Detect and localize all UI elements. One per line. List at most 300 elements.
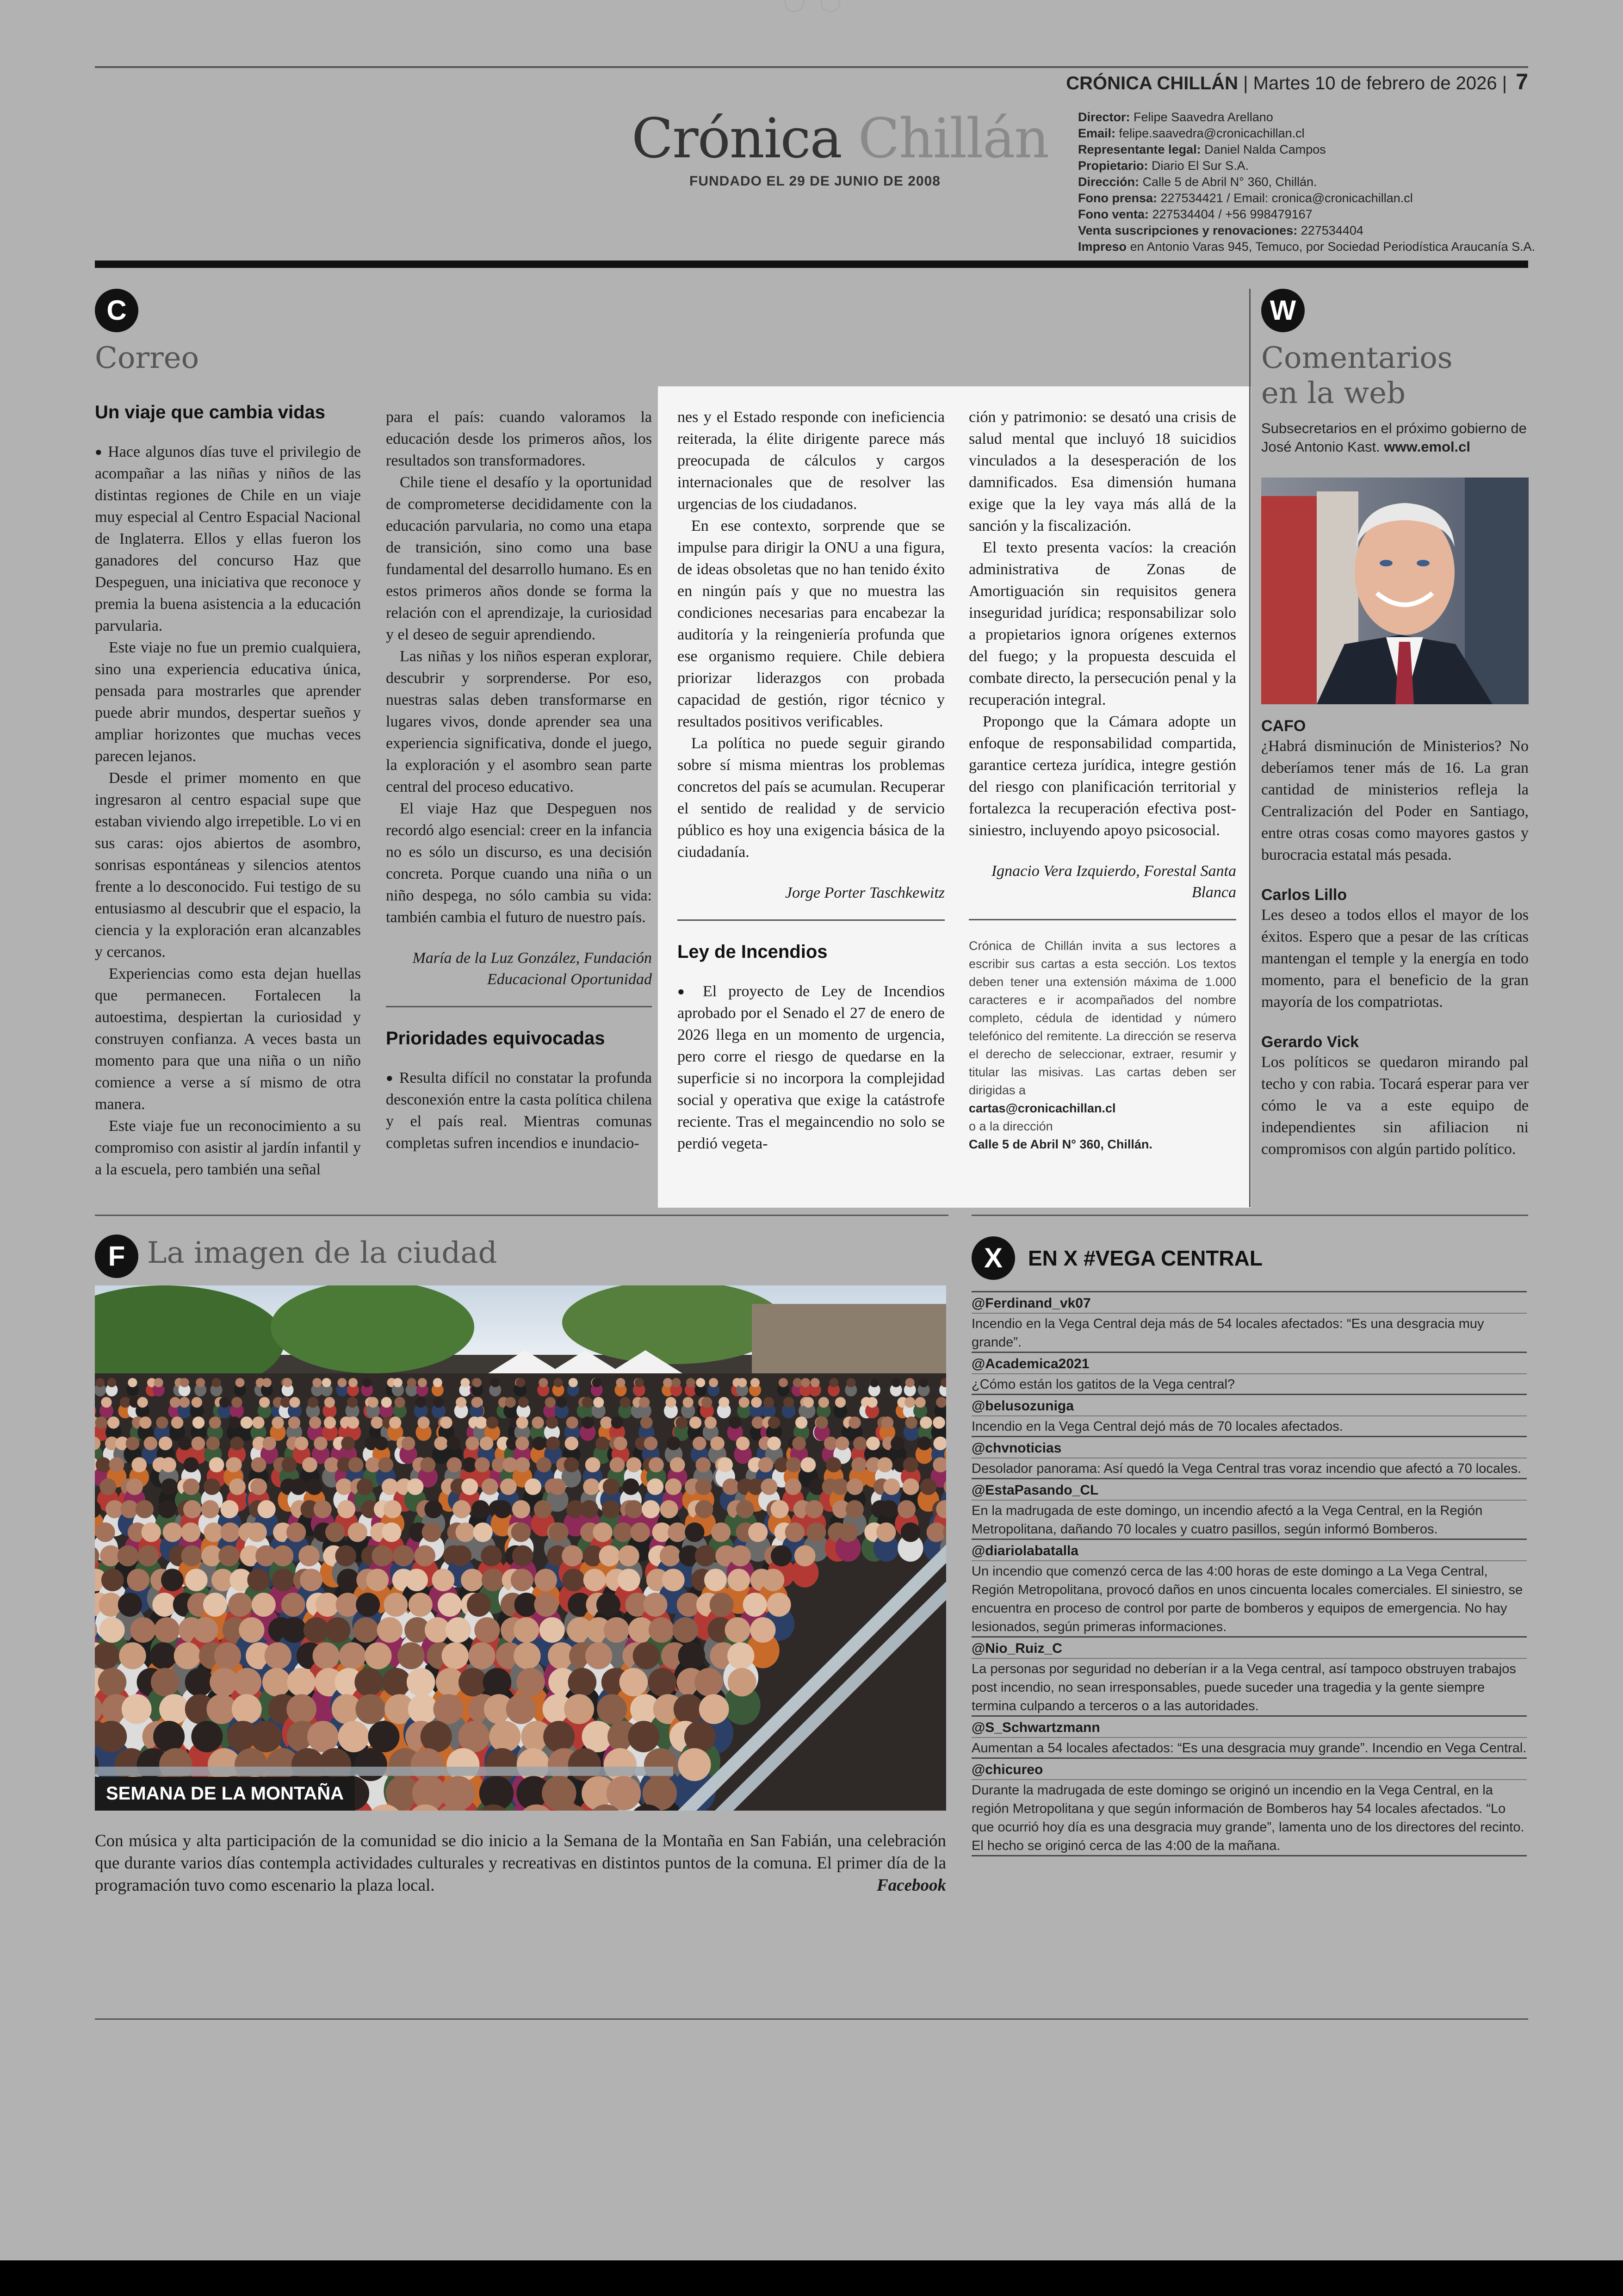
paragraph: El viaje Haz que Despeguen nos recordó algo esencial: creer en la infancia no es sólo un discurso, es una decisión concreta. Porque cuando una niña o un niño despega, no sólo cambia su vida: también cambia el futuro de nuestro país. — [386, 800, 652, 926]
crowd-head — [613, 1437, 627, 1451]
crowd-head — [109, 1457, 124, 1472]
crowd-head — [389, 1416, 401, 1428]
crowd-head — [556, 1397, 567, 1408]
crowd-head — [603, 1478, 619, 1495]
crowd-head — [438, 1593, 462, 1617]
crowd-head — [192, 1617, 218, 1643]
crowd-head — [546, 1416, 558, 1428]
crowd-head — [490, 1378, 500, 1387]
crowd-head — [287, 1668, 316, 1697]
crowd-head — [458, 1668, 487, 1697]
crowd-head — [660, 1500, 678, 1518]
crowd-head — [549, 1522, 569, 1542]
letter2-col3-body — [677, 406, 945, 863]
crowd-head — [252, 1416, 264, 1428]
crowd-head — [811, 1378, 820, 1387]
crowd-head — [870, 1378, 879, 1387]
crowd-head — [626, 1457, 642, 1472]
crowd-head — [152, 1593, 176, 1617]
crowd-head — [485, 1748, 518, 1781]
crowd-head — [564, 1694, 594, 1724]
crowd-head — [647, 1478, 663, 1495]
crowd-head — [505, 1397, 516, 1408]
crowd-head — [458, 1721, 489, 1752]
crowd-head — [846, 1500, 864, 1518]
crowd-head — [325, 1522, 345, 1542]
crowd-head — [836, 1437, 849, 1451]
crowd-head — [649, 1617, 674, 1643]
crowd-head — [816, 1416, 828, 1428]
crowd-head — [220, 1522, 240, 1542]
crowd-head — [295, 1437, 309, 1451]
vega-posts — [972, 1291, 1527, 1856]
crowd-head — [374, 1437, 388, 1451]
crowd-head — [150, 1642, 177, 1669]
crowd-head — [695, 1478, 712, 1495]
crowd-head — [214, 1642, 241, 1669]
paragraph: ● Resulta difícil no constatar la profunda desconexión entre la casta política chilena y el país real. Mientras comunas completas sufren incendios e inundacio- — [386, 1067, 652, 1154]
letter3-col4 — [969, 406, 1236, 1154]
masthead-label: Email: — [1078, 126, 1116, 140]
crowd-head — [752, 1416, 764, 1428]
crowd-head — [250, 1478, 267, 1495]
crowd-head — [393, 1378, 403, 1387]
crowd-head — [800, 1457, 816, 1472]
crowd-head — [171, 1416, 183, 1428]
masthead-line — [1078, 223, 1541, 239]
crowd-head — [451, 1545, 472, 1567]
crowd-head — [434, 1437, 448, 1451]
crowd-head — [516, 1668, 545, 1697]
crowd-head — [407, 1378, 416, 1387]
post-handle[interactable]: @chicureo — [972, 1757, 1527, 1779]
crowd-head — [289, 1397, 300, 1408]
crowd-head — [525, 1478, 541, 1495]
letter3-headline: Ley de Incendios — [677, 942, 828, 962]
crowd-head — [252, 1593, 276, 1617]
crowd-head — [851, 1457, 867, 1472]
crowd-head — [447, 1437, 461, 1451]
paragraph: Desde el primer momento en que ingresaron al centro espacial supe que estaban viviendo algo irrepetible. Lo vi en sus caras: ojos abiertos de asombro, sonrisas espontáneas y silencios atentos frente a lo desconocido. Fui testigo de su entusiasmo al descubrir que el espacio, la ciencia y la exploración eran alcanzables y cercanos. — [95, 769, 361, 961]
crowd-head — [489, 1721, 520, 1752]
crowd-head — [95, 1416, 107, 1428]
x-badge: X — [972, 1236, 1015, 1280]
crowd-head — [382, 1478, 398, 1495]
crowd-head — [805, 1500, 823, 1518]
crowd-head — [409, 1593, 433, 1617]
crowd-head — [771, 1545, 792, 1567]
post-handle[interactable]: @chvnoticias — [972, 1436, 1527, 1458]
folio — [1066, 69, 1528, 95]
crowd-head — [475, 1416, 487, 1428]
crowd-head — [564, 1457, 579, 1472]
crowd-head — [446, 1457, 462, 1472]
correo-title: Correo — [95, 341, 199, 375]
crowd-head — [546, 1437, 560, 1451]
crowd-head — [618, 1545, 639, 1567]
crowd-head — [512, 1500, 530, 1518]
crowd-head — [853, 1437, 867, 1451]
crowd-head — [356, 1593, 380, 1617]
crowd-head — [118, 1545, 139, 1567]
crowd-head — [347, 1397, 358, 1408]
crowd-head — [729, 1416, 741, 1428]
crowd-head — [847, 1478, 863, 1495]
crowd-head — [516, 1416, 528, 1428]
crowd-head — [95, 1378, 105, 1387]
crowd-head — [179, 1397, 190, 1408]
prev-page-icon[interactable] — [785, 0, 804, 12]
crowd-head — [569, 1378, 578, 1387]
crowd-head — [694, 1668, 723, 1697]
crowd-head — [915, 1397, 926, 1408]
post-handle[interactable]: @EstaPasando_CL — [972, 1478, 1527, 1500]
crowd-head — [582, 1397, 593, 1408]
crowd-head — [709, 1378, 718, 1387]
crowd-head — [465, 1437, 479, 1451]
letter3-signature: Ignacio Vera Izquierdo, Forestal Santa Blanca — [991, 863, 1236, 901]
crowd-head — [898, 1500, 916, 1518]
crowd-head — [620, 1397, 631, 1408]
post-handle[interactable]: @Nio_Ruiz_C — [972, 1636, 1527, 1658]
web-title — [1261, 341, 1453, 411]
crowd-head — [793, 1378, 802, 1387]
crowd-head — [161, 1457, 176, 1472]
crowd-head — [368, 1721, 399, 1752]
masthead-line — [1078, 206, 1541, 223]
crowd-head — [424, 1500, 442, 1518]
paragraph: Experiencias como esta dejan huellas que permanecen. Fortalecen la autoestima, despiertan la curiosidad y construyen confianza. A veces basta un momento para que una niña o un niño comience a verse a sí mismo de otra manera. — [95, 965, 361, 1113]
crowd-head — [126, 1437, 140, 1451]
crowd-head — [313, 1642, 340, 1669]
crowd-head — [231, 1397, 242, 1408]
crowd-head — [161, 1569, 184, 1591]
crowd-head — [728, 1569, 750, 1591]
crowd-head — [262, 1668, 291, 1697]
crowd-head — [623, 1478, 639, 1495]
crowd-head — [203, 1593, 227, 1617]
crowd-head — [183, 1478, 199, 1495]
crowd-head — [545, 1397, 556, 1408]
crowd-head — [290, 1478, 307, 1495]
crowd-head — [474, 1617, 500, 1643]
caption-text: Con música y alta participación de la comunidad se dio inicio a la Semana de la Montaña en San Fabián, una celebración que durante varios días contempla actividades culturales y recreativas en distintos puntos de la comuna. El primer día de la programación tuvo como escenario la plaza local. — [95, 1831, 946, 1895]
post-handle[interactable]: @belusozuniga — [972, 1394, 1527, 1415]
crowd-head — [407, 1478, 423, 1495]
crowd-head — [300, 1569, 322, 1591]
crowd-head — [337, 1378, 347, 1387]
photo-caption — [95, 1830, 946, 1897]
crowd-head — [354, 1668, 383, 1697]
crowd-head — [668, 1522, 687, 1542]
crowd-head — [325, 1617, 350, 1643]
crowd-head — [218, 1545, 240, 1567]
crowd-head — [644, 1593, 668, 1617]
crowd-head — [880, 1500, 898, 1518]
paragraph: Propongo que la Cámara adopte un enfoque de responsabilidad compartida, garantice certeza jurídica, integre gestión del riesgo con planificación territorial y fortalezca la recuperación efectiva post-siniestro, incluyendo apoyo psicosocial. — [969, 713, 1236, 839]
crowd-head — [482, 1569, 504, 1591]
web-comment — [1261, 886, 1529, 1013]
crowd-photo — [95, 1285, 946, 1811]
web-source-link[interactable]: www.emol.cl — [1384, 439, 1471, 455]
crowd-head — [128, 1378, 137, 1387]
crowd-head — [265, 1642, 291, 1669]
crowd-head — [919, 1378, 929, 1387]
crowd-head — [736, 1437, 750, 1451]
crowd-head — [671, 1378, 681, 1387]
post-text: Incendio en la Vega Central dejó más de 70 locales afectados. — [972, 1415, 1527, 1436]
crowd-head — [418, 1378, 427, 1387]
letter1-col2 — [386, 406, 652, 1154]
crowd-head — [472, 1378, 482, 1387]
divider — [677, 919, 945, 921]
crowd-head — [220, 1500, 238, 1518]
crowd-head — [378, 1457, 393, 1472]
crowd-head — [338, 1721, 369, 1752]
logo-word-2: Chillán — [858, 106, 1049, 170]
crowd-head — [832, 1478, 849, 1495]
crowd-head — [185, 1668, 214, 1697]
crowd-head — [905, 1416, 917, 1428]
crowd-head — [592, 1378, 601, 1387]
crowd-head — [511, 1522, 531, 1542]
crowd-head — [750, 1617, 775, 1643]
letter2-signature: Jorge Porter Taschkewitz — [785, 884, 945, 901]
crowd-head — [324, 1416, 336, 1428]
crowd-head — [585, 1642, 612, 1669]
paragraph: Este viaje fue un reconocimiento a su compromiso con asistir al jardín infantil y a la escuela, pero también una señal — [95, 1117, 361, 1178]
crowd-head — [136, 1500, 154, 1518]
crowd-head — [156, 1416, 168, 1428]
crowd-head — [920, 1416, 932, 1428]
crowd-head — [434, 1694, 464, 1724]
crowd-head — [618, 1569, 640, 1591]
crowd-head — [339, 1642, 365, 1669]
crowd-head — [696, 1378, 705, 1387]
crowd-head — [792, 1437, 806, 1451]
paragraph: El texto presenta vacíos: la creación administrativa de Zonas de Amortiguación sin requisitos genera inseguridad jurídica; responsabilizar solo a propietarios ignora orígenes externos del fuego; y la propuesta descuida el combate directo, la persecución penal y la recuperación integral. — [969, 539, 1236, 708]
masthead-line — [1078, 174, 1541, 190]
crowd-head — [101, 1569, 124, 1591]
post-handle[interactable]: @diariolabatalla — [972, 1539, 1527, 1560]
web-badge: W — [1261, 289, 1305, 332]
crowd-head — [475, 1457, 490, 1472]
crowd-head — [382, 1522, 401, 1542]
crowd-head — [482, 1478, 498, 1495]
crowd-head — [185, 1569, 208, 1591]
invite-or: o a la dirección — [969, 1119, 1053, 1133]
masthead-value: Calle 5 de Abril N° 360, Chillán. — [1142, 175, 1317, 189]
crowd-head — [582, 1416, 594, 1428]
crowd-head — [876, 1522, 896, 1542]
crowd-head — [695, 1500, 713, 1518]
crowd-head — [771, 1500, 789, 1518]
folio-paper: CRÓNICA CHILLÁN — [1066, 73, 1239, 93]
crowd-head — [693, 1437, 706, 1451]
paragraph: La política no puede seguir girando sobre sí misma mientras los problemas concretos del país se acumulan. Recuperar el sentido de realidad y de servicio público es hoy una exigencia básica de la ciudadanía. — [677, 735, 945, 861]
folio-date: | Martes 10 de febrero de 2026 | — [1243, 73, 1507, 93]
web-comments — [1261, 717, 1529, 1180]
masthead-line — [1078, 109, 1541, 125]
masthead-label: Venta suscripciones y renovaciones: — [1078, 223, 1298, 237]
crowd-head — [739, 1397, 750, 1408]
crowd-head — [835, 1397, 846, 1408]
next-page-icon[interactable] — [821, 0, 840, 12]
crowd-head — [663, 1378, 672, 1387]
crowd-head — [826, 1457, 841, 1472]
masthead-label: Fono venta: — [1078, 207, 1149, 221]
web-vertical-rule — [1249, 289, 1251, 1207]
paragraph: ● El proyecto de Ley de Incendios aprobado por el Senado el 27 de enero de 2026 llega en un momento de urgencia, pero corre el riesgo de quedarse en la superficie si no incorpora la complejidad social y operativa que exige la catástrofe reciente. Tras el megaincendio no solo se perdió vegeta- — [677, 980, 945, 1154]
crowd-head — [665, 1397, 676, 1408]
masthead-line — [1078, 125, 1541, 142]
crowd-head — [118, 1593, 142, 1617]
crowd-head — [767, 1437, 781, 1451]
crowd-head — [763, 1397, 774, 1408]
crowd-head — [710, 1593, 734, 1617]
crowd-head — [730, 1545, 751, 1567]
crowd-head — [597, 1694, 627, 1724]
masthead-label: Representante legal: — [1078, 143, 1201, 156]
post-text: ¿Cómo están los gatitos de la Vega central? — [972, 1373, 1527, 1394]
post-handle[interactable]: @S_Schwartzmann — [972, 1715, 1527, 1737]
crowd-head — [144, 1437, 158, 1451]
crowd-head — [838, 1522, 858, 1542]
post-text: Durante la madrugada de este domingo se originó un incendio en la Vega Central, en la región Metropolitana y que según información de Bomberos hay 54 locales afectados. “Lo que ocurrió hoy día es una desgracia muy grande”, lamenta uno de los directores del recinto. El hecho se originó cerca de las 4:00 de la mañana. — [972, 1779, 1527, 1855]
crowd-head — [461, 1478, 478, 1495]
post-handle[interactable]: @Academica2021 — [972, 1352, 1527, 1373]
crowd-head — [347, 1416, 359, 1428]
crowd-head — [818, 1397, 829, 1408]
crowd-head — [381, 1397, 392, 1408]
crowd-head — [543, 1721, 575, 1752]
crowd-head — [604, 1617, 629, 1643]
post-text: En la madrugada de este domingo, un incendio afectó a la Vega Central, en la Región Metropolitana, dañando 70 locales y cuatro pasillos, según informó Bomberos. — [972, 1500, 1527, 1539]
crowd-head — [562, 1545, 583, 1567]
crowd-head — [903, 1478, 919, 1495]
crowd-head — [348, 1457, 364, 1472]
crowd-head — [196, 1378, 205, 1387]
crowd-head — [568, 1668, 597, 1697]
masthead-value: 227534404 / +56 998479167 — [1152, 207, 1313, 221]
crowd-head — [704, 1569, 727, 1591]
web-subtitle-text: Subsecretarios en el próximo gobierno de José Antonio Kast. — [1261, 420, 1527, 455]
crowd-head — [178, 1437, 192, 1451]
crowd-head — [95, 1721, 127, 1752]
invite-email[interactable]: cartas@cronicachillan.cl — [969, 1101, 1116, 1115]
crowd-head — [181, 1545, 203, 1567]
web-comment — [1261, 1033, 1529, 1160]
web-title-line1: Comentarios — [1261, 341, 1453, 375]
crowd-head — [762, 1569, 784, 1591]
crowd-head — [411, 1748, 444, 1781]
section-rule-left — [95, 1215, 948, 1216]
crowd-head — [867, 1397, 878, 1408]
crowd-head — [512, 1545, 533, 1567]
crowd-head — [648, 1668, 677, 1697]
crowd-head — [718, 1457, 733, 1472]
header-thick-rule — [95, 261, 1528, 268]
paragraph: nes y el Estado responde con ineficiencia reiterada, la élite dirigente parece más preocupada de cálculos y cargos internacionales que de resolver las urgencias de los ciudadanos. — [677, 409, 945, 513]
crowd-head — [192, 1416, 204, 1428]
crowd-head — [667, 1437, 681, 1451]
crowd-head — [226, 1457, 241, 1472]
masthead-line — [1078, 239, 1541, 255]
crowd-head — [353, 1617, 378, 1643]
crowd-head — [414, 1545, 435, 1567]
crowd-head — [685, 1522, 704, 1542]
comment-author: CAFO — [1261, 717, 1306, 735]
crowd-head — [122, 1694, 152, 1724]
crowd-head — [933, 1416, 945, 1428]
masthead-label: Fono prensa: — [1078, 191, 1158, 205]
crowd-head — [417, 1416, 429, 1428]
crowd-head — [849, 1416, 861, 1428]
crowd-head — [159, 1694, 189, 1724]
crowd-head — [442, 1642, 469, 1669]
crowd-head — [673, 1617, 698, 1643]
crowd-head — [212, 1378, 221, 1387]
crowd-head — [515, 1437, 529, 1451]
web-comment — [1261, 717, 1529, 866]
post-text: Aumentan a 54 locales afectados: “Es una desgracia muy grande”. Incendio en Vega Central. — [972, 1737, 1527, 1757]
crowd-head — [786, 1457, 801, 1472]
crowd-head — [562, 1569, 585, 1591]
crowd-head — [905, 1378, 915, 1387]
crowd-head — [322, 1378, 331, 1387]
vega-end-rule — [972, 1855, 1527, 1856]
crowd-head — [516, 1378, 525, 1387]
crowd-head — [881, 1416, 893, 1428]
crowd-head — [154, 1378, 163, 1387]
letter1-headline: Un viaje que cambia vidas — [95, 402, 325, 422]
crowd-head — [585, 1457, 601, 1472]
crowd-head — [309, 1416, 321, 1428]
letter3-col3-body — [677, 980, 945, 1154]
divider — [386, 1006, 652, 1007]
crowd-head — [130, 1617, 156, 1643]
crowd-head — [468, 1642, 495, 1669]
crowd-head — [917, 1437, 931, 1451]
crowd-head — [96, 1457, 111, 1472]
crowd-head — [312, 1378, 322, 1387]
crowd-head — [209, 1416, 221, 1428]
crowd-head — [539, 1617, 565, 1643]
crowd-head — [434, 1397, 444, 1408]
crowd-head — [151, 1668, 180, 1697]
crowd-head — [678, 1642, 705, 1669]
newspaper-logo — [632, 106, 1048, 170]
crowd-head — [607, 1776, 641, 1810]
crowd-head — [308, 1397, 318, 1408]
top-rule — [95, 66, 1528, 68]
portrait-illustration — [1261, 478, 1529, 704]
crowd-head — [686, 1378, 695, 1387]
post-handle[interactable]: @Ferdinand_vk07 — [972, 1291, 1527, 1313]
crowd-head — [335, 1545, 357, 1567]
crowd-head — [481, 1545, 502, 1567]
crowd-head — [422, 1522, 441, 1542]
crowd-head — [737, 1378, 747, 1387]
masthead-value: Diario El Sur S.A. — [1152, 159, 1249, 173]
crowd-head — [785, 1478, 801, 1495]
crowd-head — [348, 1522, 367, 1542]
crowd-head — [161, 1478, 178, 1495]
crowd-head — [241, 1416, 253, 1428]
crowd-head — [440, 1416, 452, 1428]
crowd-head — [341, 1437, 355, 1451]
crowd-head — [283, 1378, 292, 1387]
